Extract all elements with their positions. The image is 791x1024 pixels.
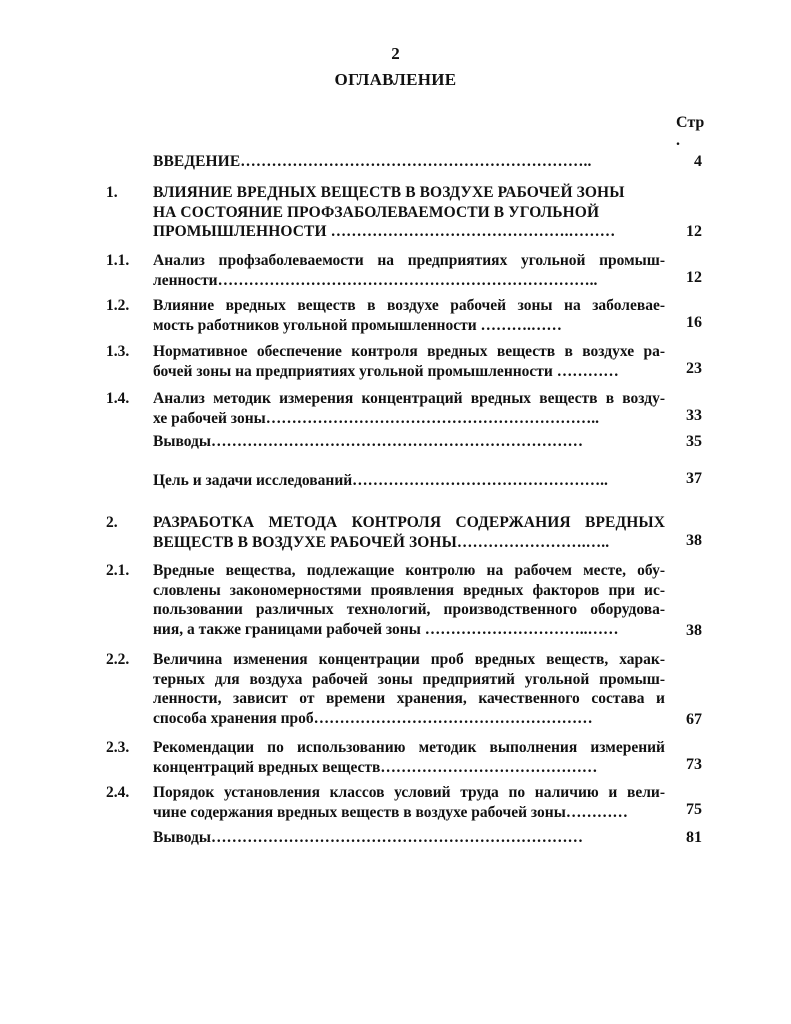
toc-entry-page: 38 [686, 622, 702, 639]
toc-entry-text [153, 183, 665, 242]
toc-entry-text [153, 738, 665, 777]
toc-entry-text [153, 296, 665, 335]
toc-entry-page: 37 [686, 470, 702, 487]
toc-entry-line: Вредные вещества, подлежащие контролю на рабочем месте, обу- [153, 562, 665, 579]
toc-entry-text [153, 342, 665, 381]
toc-entry-number: 1. [106, 184, 118, 201]
toc-entry-line: ВЛИЯНИЕ ВРЕДНЫХ ВЕЩЕСТВ В ВОЗДУХЕ РАБОЧЕЙ ЗОНЫ [153, 184, 625, 201]
toc-entry-page: 38 [686, 532, 702, 549]
toc-entry-line: Анализ методик измерения концентраций вредных веществ в возду- [153, 390, 665, 407]
toc-entry-text [153, 251, 665, 290]
toc-entry-line: Рекомендации по использованию методик выполнения измерений [153, 739, 665, 756]
toc-entry-line: мость работников угольной промышленности ……….…… [153, 316, 562, 334]
toc-entry-line: Нормативное обеспечение контроля вредных веществ в воздухе ра- [153, 343, 665, 360]
toc-entry-line: ВЕЩЕСТВ В ВОЗДУХЕ РАБОЧЕЙ ЗОНЫ…………………….….. [153, 533, 610, 551]
toc-entry-page: 12 [686, 223, 702, 240]
toc-entry-line: ПРОМЫШЛЕННОСТИ ……………………………………….……… [153, 223, 616, 240]
toc-entry-page: 23 [686, 360, 702, 377]
toc-entry-number: 1.3. [106, 343, 130, 360]
toc-entry-number: 1.4. [106, 390, 130, 407]
toc-entry-page: 81 [686, 829, 702, 846]
toc-entry-text [153, 828, 665, 848]
toc-entry-line: Влияние вредных веществ в воздухе рабочей зоны на заболевае- [153, 297, 665, 314]
toc-entry-line: концентраций вредных веществ…………………………………… [153, 758, 598, 776]
page-column-header [676, 114, 704, 150]
toc-entry-text [153, 783, 665, 822]
toc-entry-line: Цель и задачи исследований………………………………………….. [153, 472, 608, 489]
toc-entry-text [153, 152, 665, 172]
toc-entry-page: 12 [686, 269, 702, 286]
toc-entry-line: способа хранения проб……………………………………………… [153, 709, 593, 727]
page-column-header-text: Стр . [676, 114, 705, 149]
toc-entry-line: Выводы……………………………………………………………… [153, 829, 583, 846]
toc-entry-line: Выводы……………………………………………………………… [153, 433, 583, 450]
toc-entry-text [153, 432, 665, 452]
toc-entry-page: 4 [694, 153, 702, 170]
toc-entry-page: 67 [686, 711, 702, 728]
toc-entry-line: Анализ профзаболеваемости на предприятиях угольной промыш- [153, 252, 665, 269]
toc-title: ОГЛАВЛЕНИЕ [334, 70, 457, 89]
toc-entry-line: ния, а также границами рабочей зоны …………………………..…… [153, 620, 619, 638]
toc-entry-number: 1.1. [106, 252, 130, 269]
toc-entry-number: 2. [106, 514, 118, 531]
toc-entry-line: ВВЕДЕНИЕ………………………………………………………….. [153, 153, 592, 170]
toc-entry-number: 2.2. [106, 651, 130, 668]
toc-entry-line: ленности……………………………………………………………….. [153, 271, 598, 289]
toc-entry-text [153, 471, 665, 491]
toc-entry-page: 33 [686, 407, 702, 424]
toc-entry-line: терных для воздуха рабочей зоны предприятий угольной промыш- [153, 670, 665, 688]
toc-entry-text [153, 650, 665, 728]
toc-entry-line: хе рабочей зоны……………………………………………………….. [153, 409, 599, 427]
toc-entry-line: словлены закономерностями проявления вредных факторов при ис- [153, 581, 665, 599]
toc-entry-text [153, 513, 665, 552]
toc-entry-page: 75 [686, 801, 702, 818]
toc-entry-page: 16 [686, 314, 702, 331]
toc-entry-text [153, 389, 665, 428]
toc-entry-line: бочей зоны на предприятиях угольной промышленности ………… [153, 362, 619, 380]
toc-entry-line: Величина изменения концентрации проб вредных веществ, харак- [153, 651, 665, 668]
toc-entry-page: 35 [686, 433, 702, 450]
toc-entry-page: 73 [686, 756, 702, 773]
toc-entry-number: 2.1. [106, 562, 130, 579]
toc-entry-line: пользовании различных технологий, производственного оборудова- [153, 601, 665, 618]
page-number: 2 [391, 44, 400, 63]
toc-entry-line: ленности, зависит от времени хранения, качественного состава и [153, 690, 665, 707]
toc-entry-line: НА СОСТОЯНИЕ ПРОФЗАБОЛЕВАЕМОСТИ В УГОЛЬНОЙ [153, 203, 600, 221]
toc-entry-line: чине содержания вредных веществ в воздухе рабочей зоны………… [153, 803, 628, 821]
toc-entry-number: 1.2. [106, 297, 130, 314]
toc-entry-number: 2.4. [106, 784, 130, 801]
toc-entry-line: РАЗРАБОТКА МЕТОДА КОНТРОЛЯ СОДЕРЖАНИЯ ВРЕДНЫХ [153, 514, 665, 531]
toc-entry-text [153, 561, 665, 639]
toc-entry-number: 2.3. [106, 739, 130, 756]
toc-entry-line: Порядок установления классов условий труда по наличию и вели- [153, 784, 665, 801]
